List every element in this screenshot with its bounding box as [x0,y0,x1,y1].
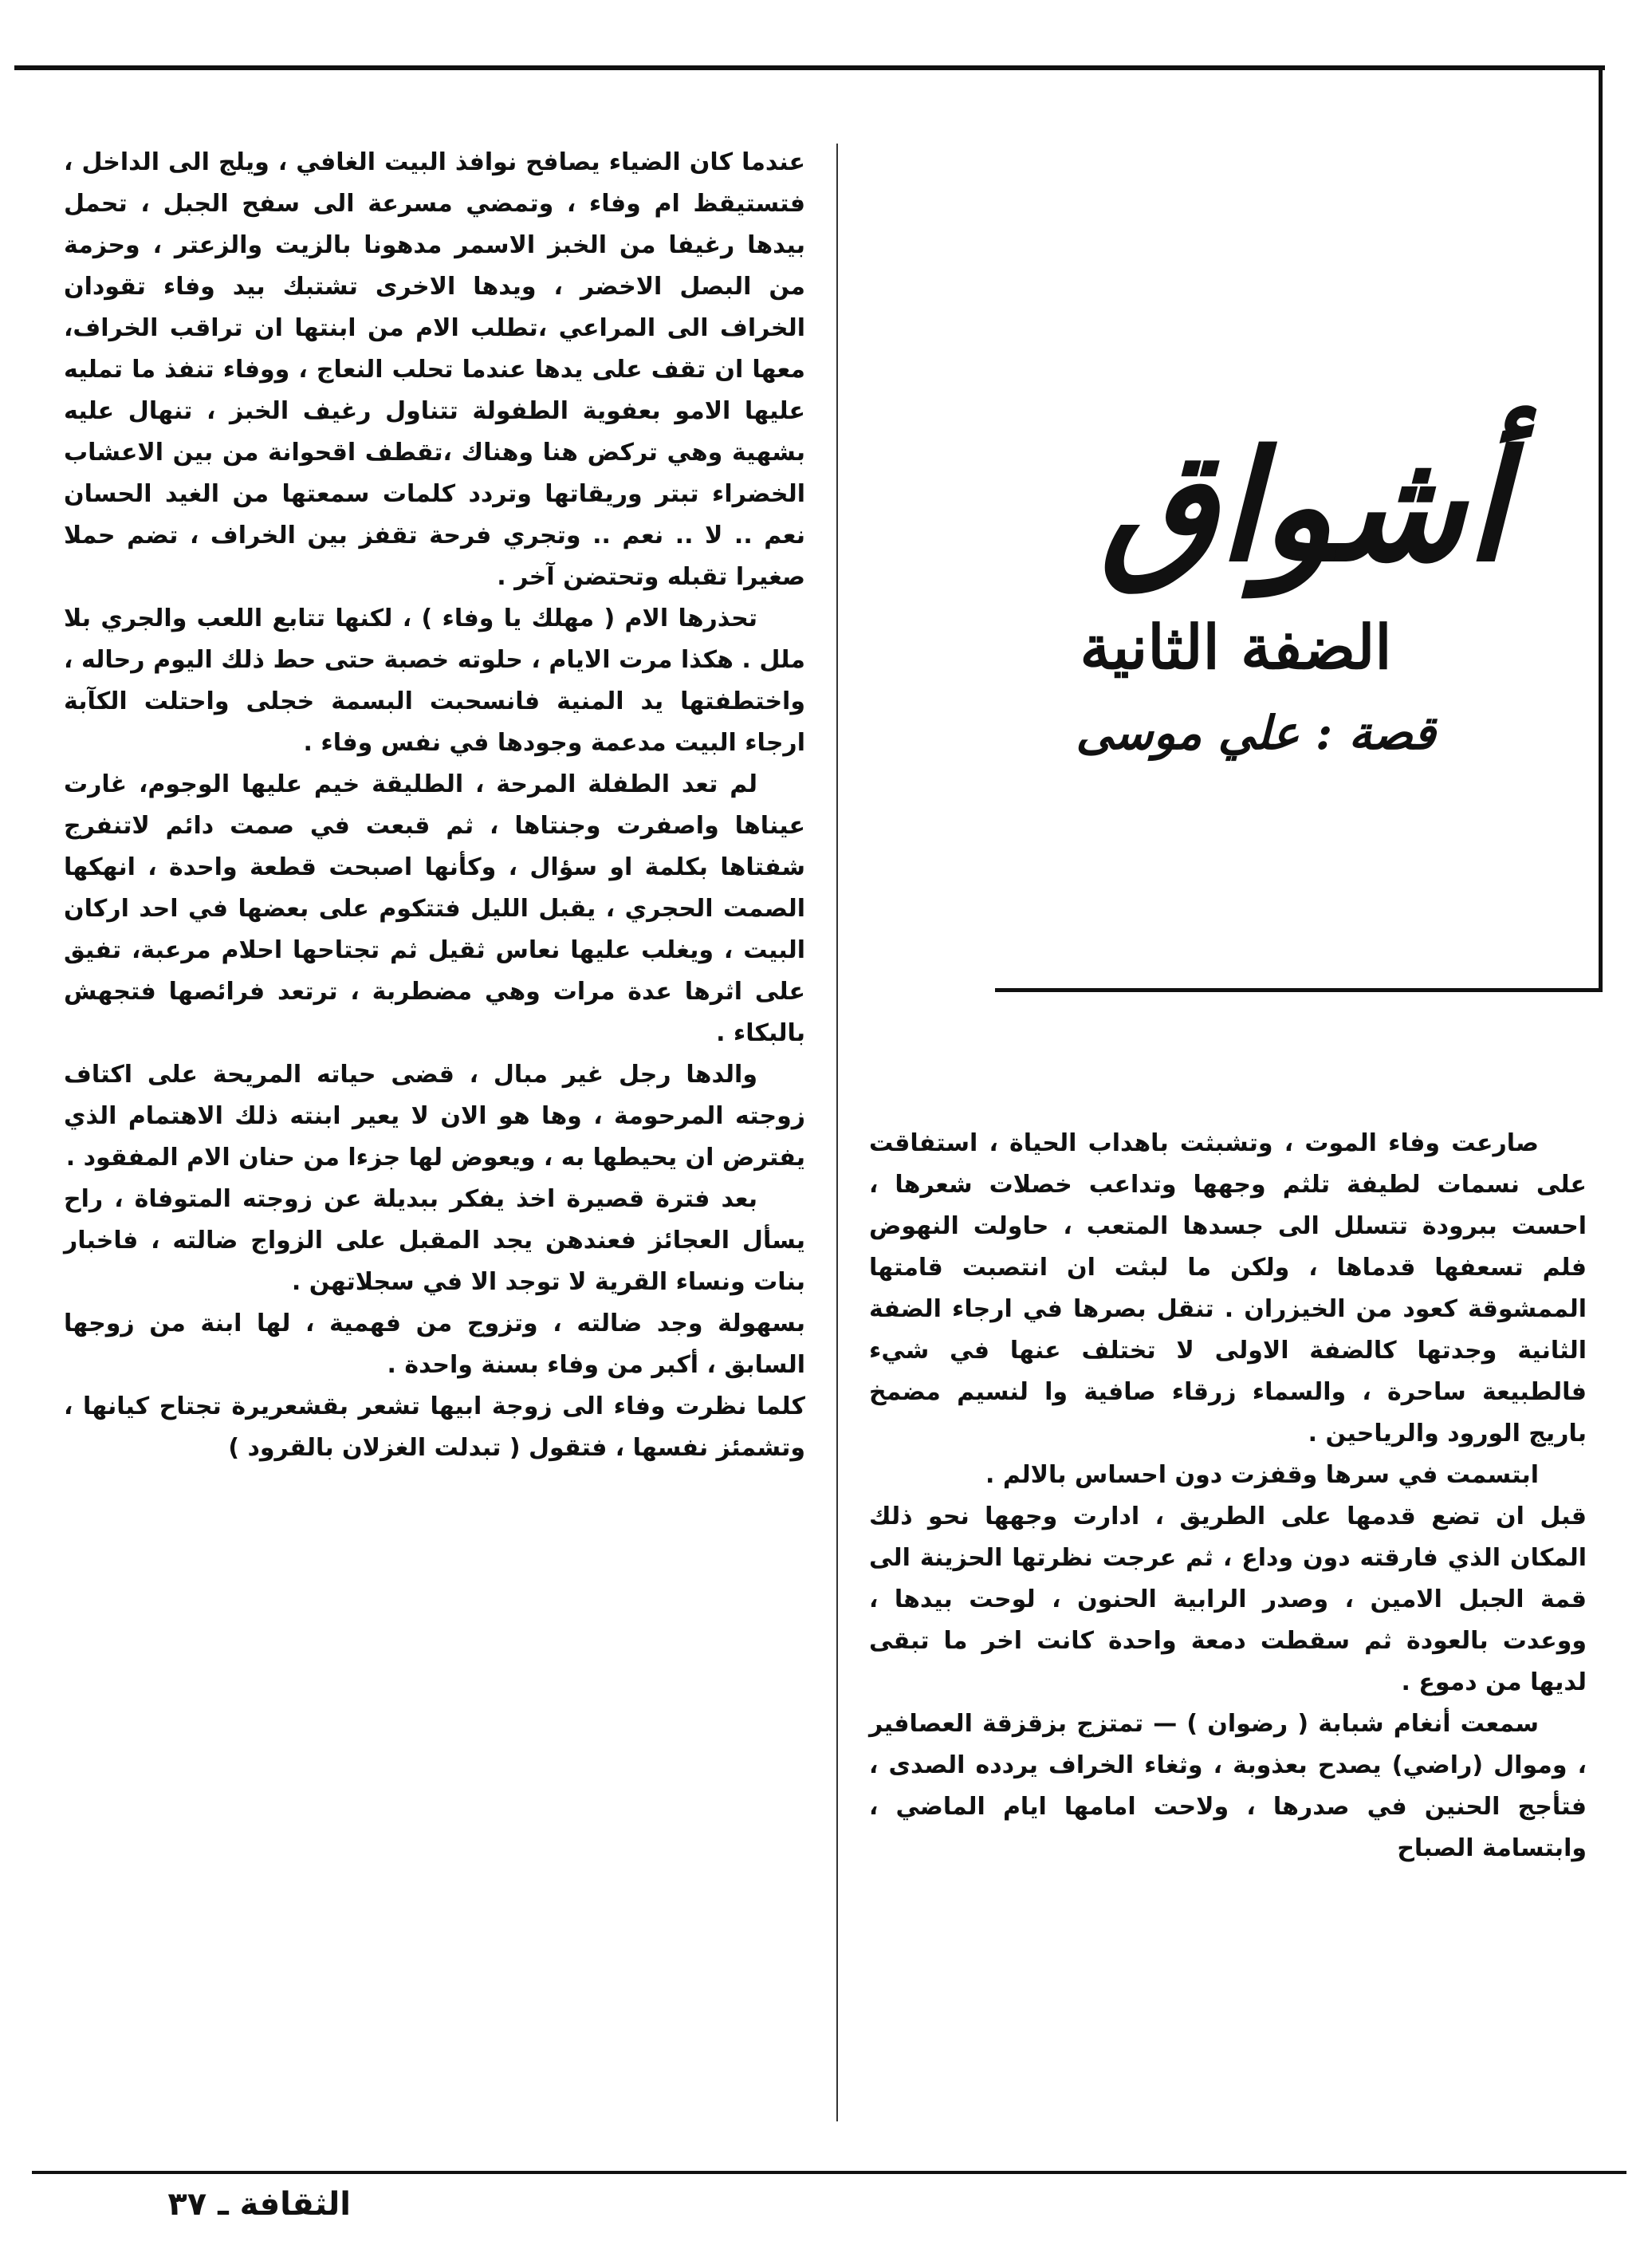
paragraph: عندما كان الضياء يصافح نوافذ البيت الغافي ، ويلج الى الداخل ، فتستيقظ ام وفاء ، وتمضي مسرعة الى سفح الجبل ، تحمل بيدها رغيفا من الخبز الاسمر مدهونا بالزيت والزعتر ، وحزمة من البصل الاخضر ، ويدها الاخرى تشتبك بيد وفاء تقودان الخراف الى المراعي ،تطلب الام من ابنتها ان تراقب الخراف، معها ان تقف على يدها عندما تحلب النعاج ، ووفاء تنفذ ما تمليه عليها الامو بعفوية الطفولة تتناول رغيف الخبز ، تنهال عليه بشهية وهي تركض هنا وهناك ،تقطف اقحوانة من بين الاعشاب الخضراء تبتر وريقاتها وتردد كلمات سمعتها من الغيد الحسان نعم .. لا .. نعم .. وتجري فرحة تقفز بين الخراف ، تضم حملا صغيرا تقبله وتحتضن آخر . [64,148,805,591]
paragraph: بعد فترة قصيرة اخذ يفكر ببديلة عن زوجته المتوفاة ، راح يسأل العجائز فعندهن يجد المقبل على الزواج ضالته ، فاخبار بنات ونساء القرية لا توجد الا في سجلاتهن . [64,1185,805,1296]
paragraph: صارعت وفاء الموت ، وتشبثت باهداب الحياة ، استفاقت على نسمات لطيفة تلثم وجهها وتداعب خصلات شعرها ، احست ببرودة تتسلل الى جسدها المتعب ، حاولت النهوض فلم تسعفها قدماها ، ولكن ما لبثت ان انتصبت قامتها الممشوقة كعود من الخيزران . تنقل بصرها في ارجاء الضفة الثانية وجدتها كالضفة الاولى لا تختلف عنها في شيء فالطبيعة ساحرة ، والسماء زرقاء صافية وا لنسيم مضمخ باريج الورود والرياحين . [869,1129,1587,1447]
article-subtitle: الضفة الثانية [1080,612,1392,683]
left-column [64,142,805,1469]
paragraph: لم تعد الطفلة المرحة ، الطليقة خيم عليها الوجوم، غارت عيناها واصفرت وجنتاها ، ثم قبعت في صمت دائم لاتنفرج شفتاها بكلمة او سؤال ، وكأنها اصبحت قطعة واحدة ، انهكها الصمت الحجري ، يقبل الليل فتتكوم على بعضها في احد اركان البيت ، ويغلب عليها نعاس ثقيل ثم تجتاحها احلام مرعبة، تفيق على اثرها عدة مرات وهي مضطربة ، ترتعد فرائصها فتجهش بالبكاء . [64,770,805,1047]
paragraph: والدها رجل غير مبال ، قضى حياته المريحة على اكتاف زوجته المرحومة ، وها هو الان لا يعير ابنته ذلك الاهتمام الذي يفترض ان يحيطها به ، ويعوض لها جزءا من حنان الام المفقود . [64,1061,805,1172]
bottom-rule [32,2171,1626,2174]
paragraph: سمعت أنغام شبابة ( رضوان ) — تمتزج بزقزقة العصافير ، وموال (راضي) يصدح بعذوبة ، وثغاء الخراف يردده الصدى ، فتأجج الحنين في صدرها ، ولاحت امامها ايام الماضي ، وابتسامة الصباح [869,1710,1587,1862]
paragraph: كلما نظرت وفاء الى زوجة ابيها تشعر بقشعريرة تجتاح كيانها ، وتشمئز نفسها ، فتقول ( تبدلت الغزلان بالقرود ) [64,1392,805,1462]
right-column [869,1123,1587,1869]
paragraph: بسهولة وجد ضالته ، وتزوج من فهمية ، لها ابنة من زوجها السابق ، أكبر من وفاء بسنة واحدة . [64,1310,805,1379]
page-footer: الثقافة ـ ٣٧ [167,2186,351,2223]
column-divider [836,144,838,2121]
paragraph: ابتسمت في سرها وقفزت دون احساس بالالم . [985,1461,1539,1489]
paragraph: تحذرها الام ( مهلك يا وفاء ) ، لكنها تتابع اللعب والجري بلا ملل . هكذا مرت الايام ، حلوته خصبة حتى حط ذلك اليوم رحاله ، واختطفتها يد المنية فانسحبت البسمة خجلى واحتلت الكآبة ارجاء البيت مدعمة وجودها في نفس وفاء . [64,605,805,757]
article-byline: قصة : علي موسى [1076,706,1436,760]
paragraph: قبل ان تضع قدمها على الطريق ، ادارت وجهها نحو ذلك المكان الذي فارقته دون وداع ، ثم عرجت نظرتها الحزينة الى قمة الجبل الامين ، وصدر الرابية الحنون ، لوحت بيدها ، ووعدت بالعودة ثم سقطت دمعة واحدة كانت اخر ما تبقى لديها من دموع . [869,1503,1587,1696]
article-title: أشواق [1099,417,1508,595]
